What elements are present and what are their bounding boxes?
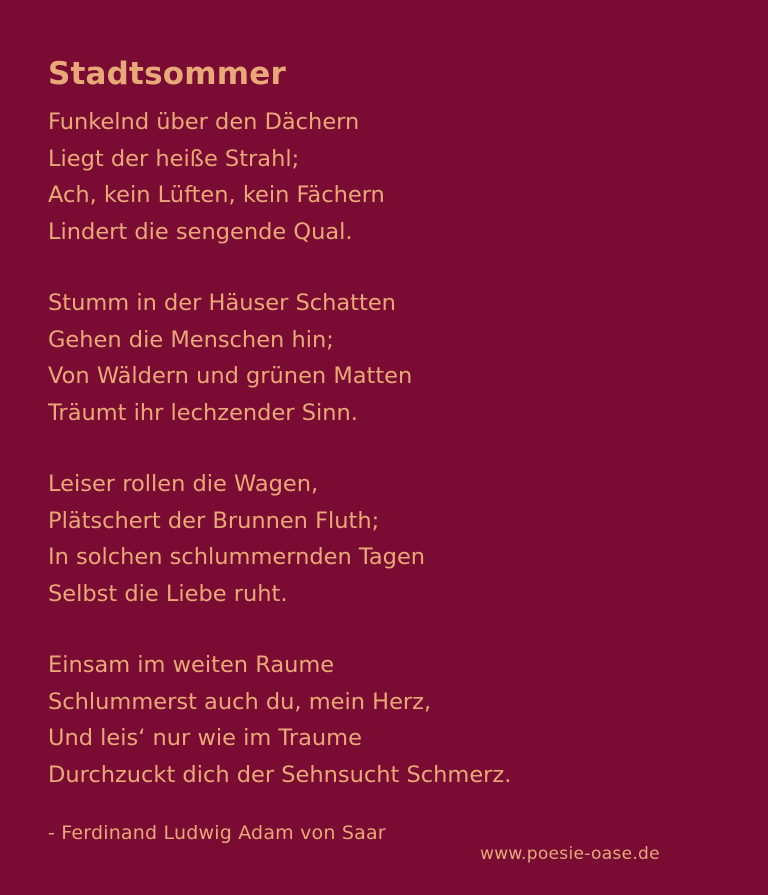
poem-line: Selbst die Liebe ruht. [48,580,288,607]
poem-line: Plätschert der Brunnen Fluth; [48,507,380,534]
poem-line: Ach, kein Lüften, kein Fächern [48,182,385,208]
poem-line: Liegt der heiße Strahl; [48,145,300,172]
poem-author: - Ferdinand Ludwig Adam von Saar [48,822,386,844]
stanza-2 [48,285,738,431]
poem-line: In solchen schlummernden Tagen [48,544,426,570]
poem-line: Stumm in der Häuser Schatten [48,290,396,316]
poem-line: Durchzuckt dich der Sehnsucht Schmerz. [48,761,512,788]
website-url: www.poesie-oase.de [480,844,660,864]
poem-line: Und leis‘ nur wie im Traume [48,725,362,751]
poem-line: Träumt ihr lechzender Sinn. [48,399,358,426]
poem-line: Von Wäldern und grünen Matten [48,363,413,389]
poem-card [48,54,738,846]
poem-line: Einsam im weiten Raume [48,652,335,678]
stanza-1 [48,104,738,250]
poem-line: Lindert die sengende Qual. [48,218,353,245]
poem-line: Funkelnd über den Dächern [48,109,360,135]
poem-title: Stadtsommer [48,56,286,92]
stanza-3 [48,466,738,612]
stanza-4 [48,647,738,793]
poem-line: Schlummerst auch du, mein Herz, [48,688,432,715]
poem-line: Leiser rollen die Wagen, [48,471,319,497]
poem-line: Gehen die Menschen hin; [48,326,334,353]
